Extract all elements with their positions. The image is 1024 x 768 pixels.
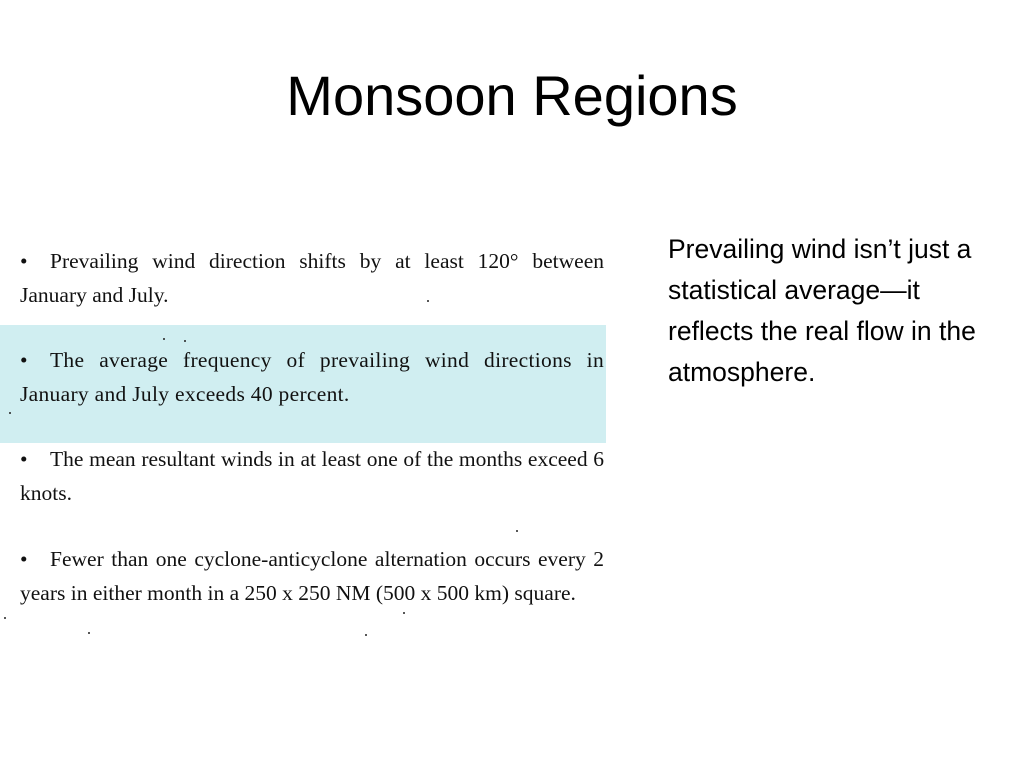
bullet-icon: • — [20, 547, 28, 571]
bullet-icon: • — [20, 447, 28, 471]
criterion-3-text: The mean resultant winds in at least one of the months exceed 6 knots. — [20, 447, 604, 505]
criterion-2 — [20, 343, 604, 411]
bullet-icon: • — [20, 348, 28, 372]
criterion-4-text: Fewer than one cyclone-anticyclone alternation occurs every 2 years in either month in a 250 x 250 NM (500 x 500 km) square. — [20, 547, 604, 605]
criterion-1-text: Prevailing wind direction shifts by at least 120° between January and July. — [20, 249, 604, 307]
criterion-3 — [20, 442, 604, 510]
side-note: Prevailing wind isn’t just a statistical average—it reflects the real flow in the atmosphere. — [668, 234, 976, 387]
scan-speck — [9, 412, 11, 414]
criterion-1 — [20, 244, 604, 312]
scan-speck — [516, 530, 518, 532]
scan-speck — [88, 632, 90, 634]
criterion-4 — [20, 542, 604, 610]
bullet-icon: • — [20, 249, 28, 273]
slide-title: Monsoon Regions — [286, 64, 738, 127]
scan-speck — [184, 340, 186, 342]
scan-speck — [365, 634, 367, 636]
scan-speck — [163, 338, 165, 340]
scan-speck — [4, 617, 6, 619]
scan-speck — [403, 612, 405, 614]
criterion-2-text: The average frequency of prevailing wind directions in January and July exceeds 40 percent. — [20, 348, 604, 406]
scan-speck — [427, 300, 429, 302]
scanned-criteria-image — [0, 232, 612, 652]
